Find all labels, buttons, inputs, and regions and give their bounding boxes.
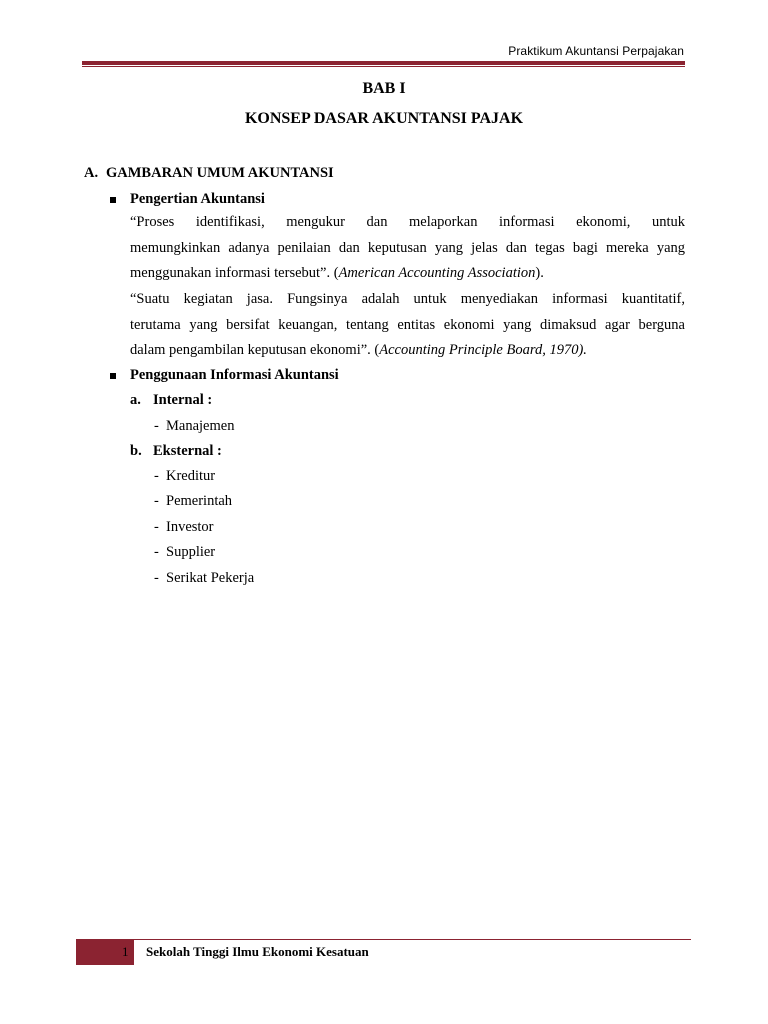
sub-letter: a. [130, 392, 141, 408]
citation-source: American Accounting Association [338, 265, 536, 281]
page-number: 1 [122, 944, 129, 959]
running-header: Praktikum Akuntansi Perpajakan [508, 44, 684, 58]
section-title: GAMBARAN UMUM AKUNTANSI [106, 165, 334, 181]
citation-source: Accounting Principle Board, 1970). [379, 342, 587, 358]
sub-eksternal [130, 443, 222, 460]
paragraph-line: terutama yang bersifat keuangan, tentang entitas ekonomi yang dimaksud agar berguna [130, 316, 685, 333]
bullet-title: Pengertian Akuntansi [130, 191, 265, 207]
definition-paragraph-1 [130, 210, 685, 287]
chapter-number: BAB I [362, 80, 406, 97]
paragraph-line [130, 261, 685, 287]
list-item: - Kreditur [154, 468, 216, 484]
footer-rule [76, 939, 691, 940]
header-rule-thick [82, 61, 685, 65]
header-rule-thin [82, 66, 685, 67]
square-bullet-icon [110, 373, 116, 379]
definition-paragraph-2 [130, 287, 685, 364]
list-item: - Investor [154, 519, 214, 535]
paragraph-line: memungkinkan adanya penilaian dan keputusan yang jelas dan tegas bagi mereka yang [130, 239, 685, 256]
list-item: - Serikat Pekerja [154, 570, 255, 586]
bullet-title: Penggunaan Informasi Akuntansi [130, 367, 339, 383]
sub-label: Internal : [153, 392, 213, 408]
quote-text: menggunakan informasi tersebut”. ( [130, 265, 339, 281]
chapter-title: KONSEP DASAR AKUNTANSI PAJAK [244, 110, 524, 127]
list-item: - Manajemen [154, 418, 235, 434]
list-item: - Supplier [154, 544, 216, 560]
section-letter: A. [84, 165, 99, 181]
list-item: - Pemerintah [154, 493, 233, 509]
quote-text: dalam pengambilan keputusan ekonomi”. ( [130, 342, 380, 358]
paragraph-line: “Proses identifikasi, mengukur dan melaporkan informasi ekonomi, untuk [130, 214, 685, 230]
paragraph-line [130, 338, 685, 364]
square-bullet-icon [110, 197, 116, 203]
paragraph-line: “Suatu kegiatan jasa. Fungsinya adalah untuk menyediakan informasi kuantitatif, [130, 291, 685, 307]
section-heading [84, 165, 334, 182]
sub-label: Eksternal : [153, 443, 222, 459]
citation-close: ). [535, 265, 544, 281]
footer-institution: Sekolah Tinggi Ilmu Ekonomi Kesatuan [146, 944, 369, 959]
sub-letter: b. [130, 443, 142, 459]
sub-internal [130, 392, 212, 409]
